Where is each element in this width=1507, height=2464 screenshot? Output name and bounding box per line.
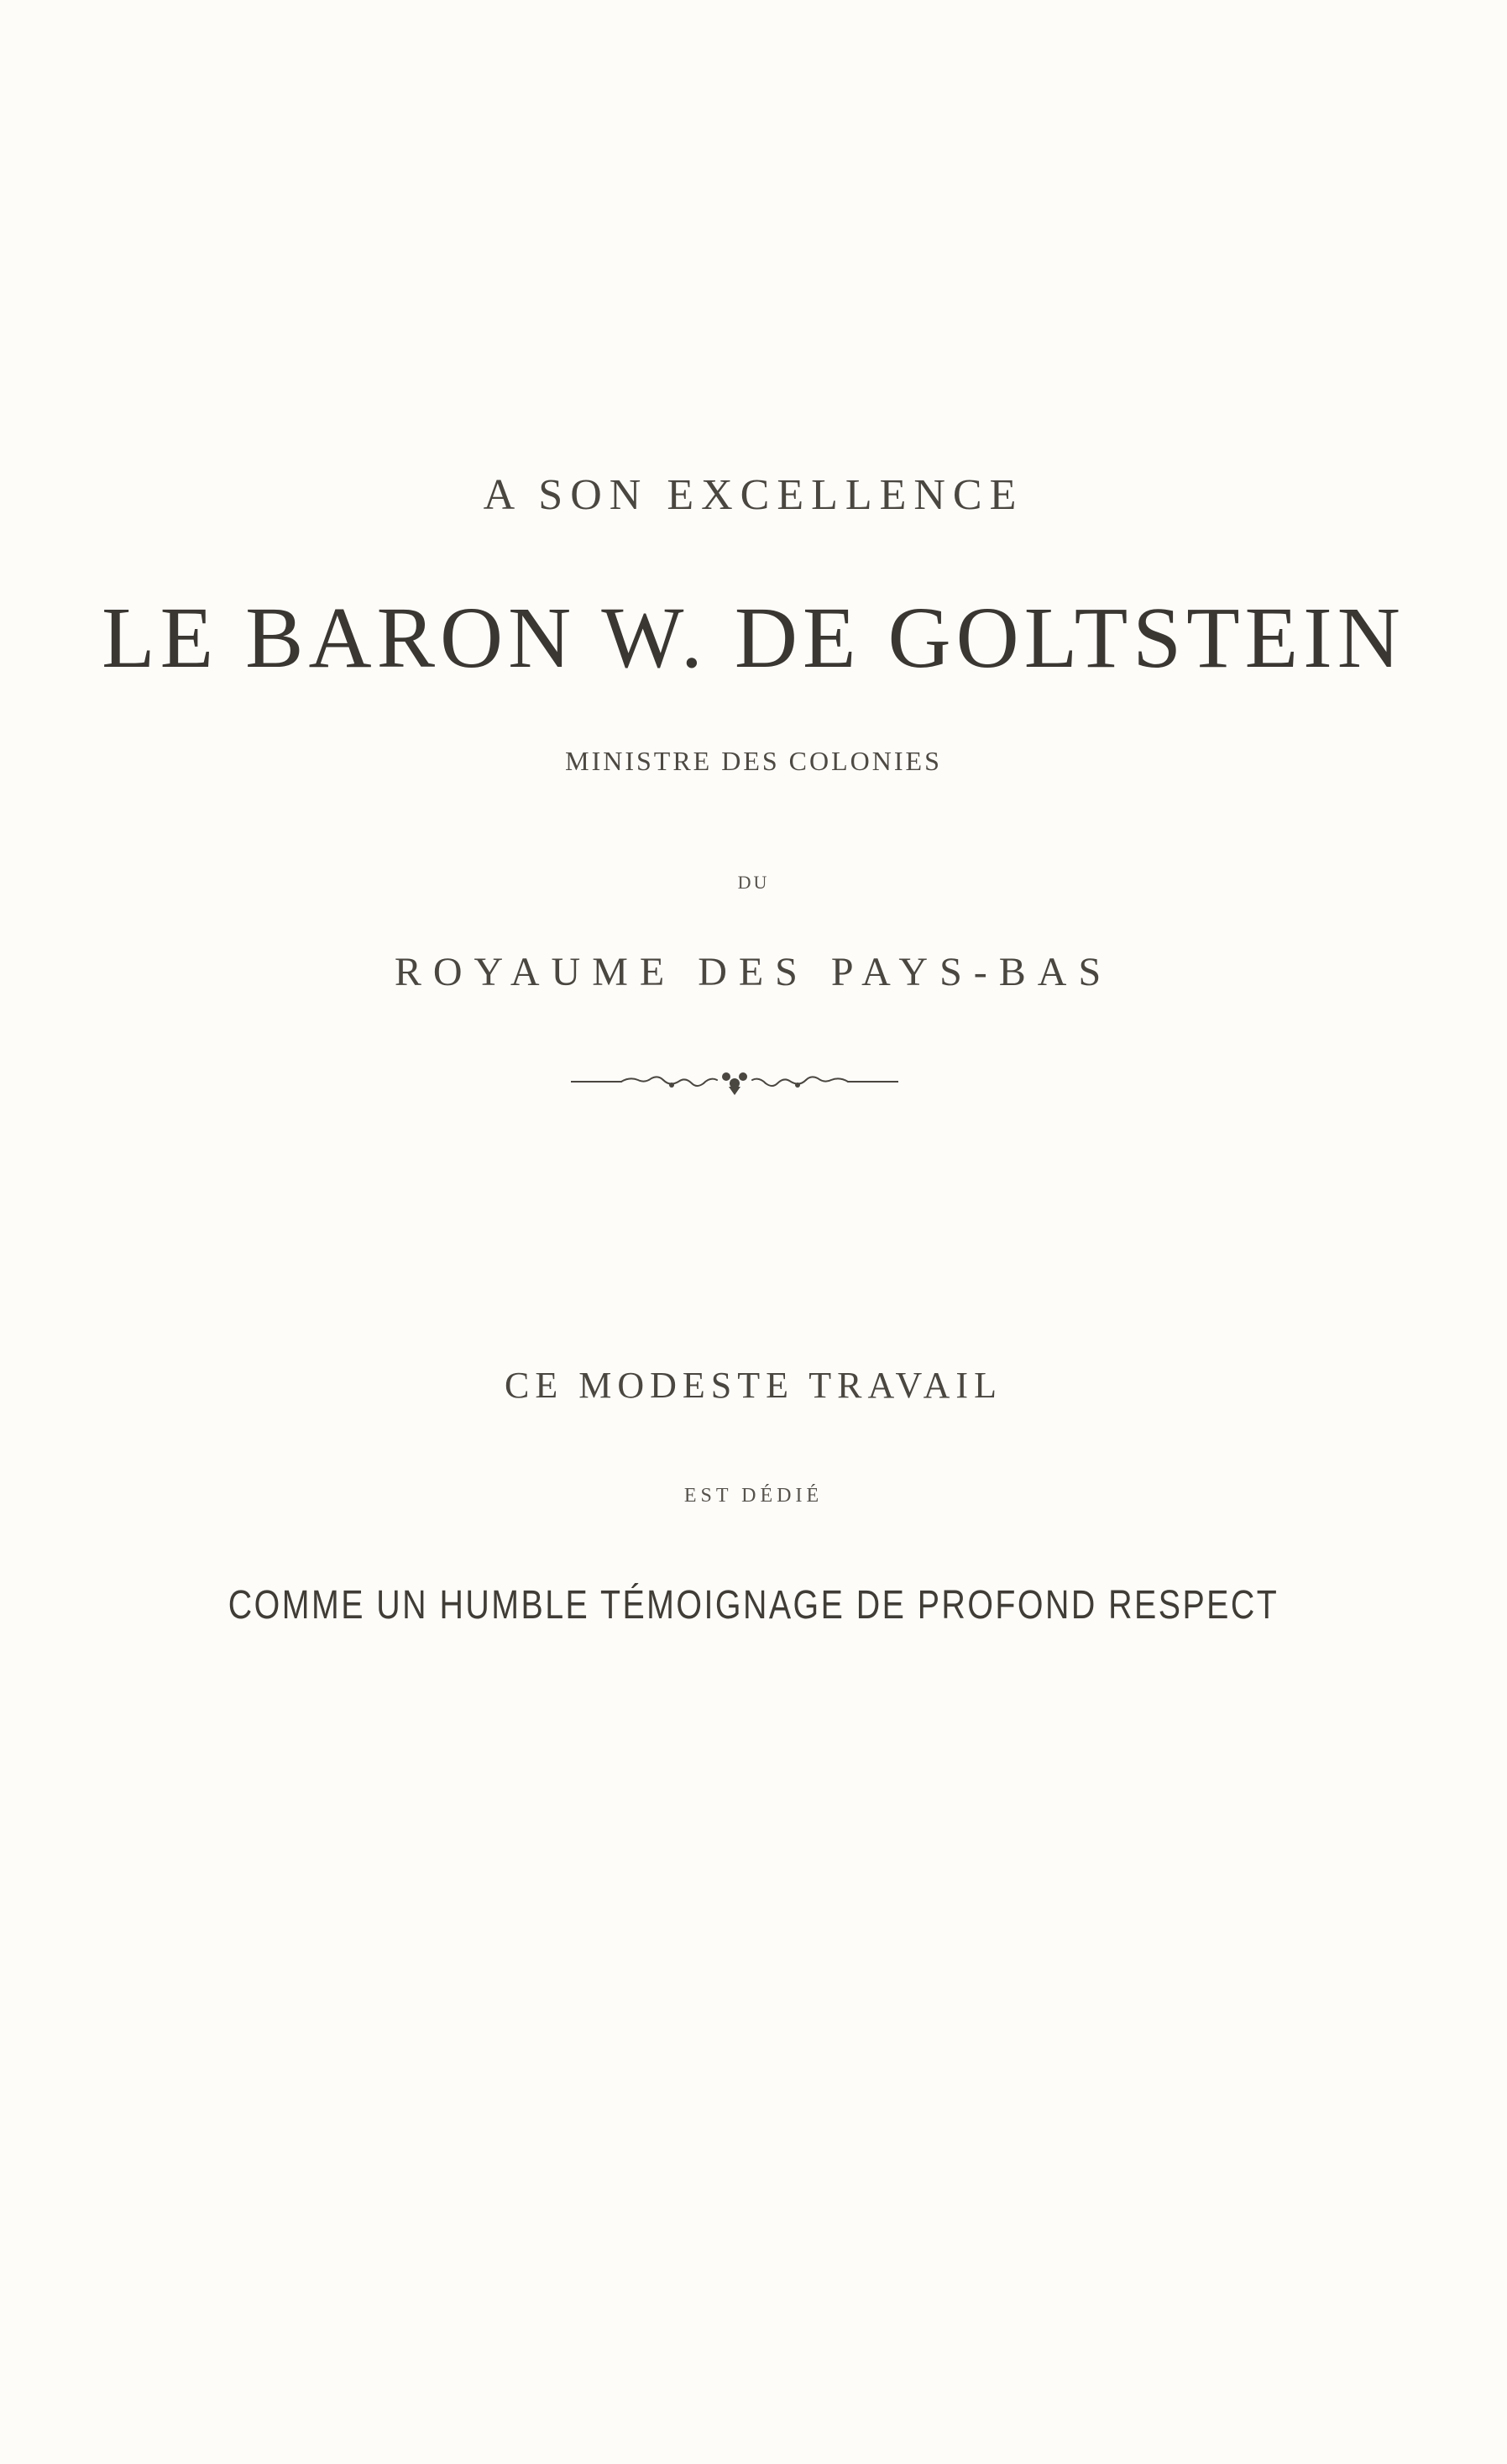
minister-title: MINISTRE DES COLONIES — [565, 746, 942, 776]
salutation-line: A SON EXCELLENCE — [483, 471, 1024, 519]
flourish-divider-icon — [571, 1065, 898, 1098]
work-line: CE MODESTE TRAVAIL — [505, 1365, 1002, 1406]
tribute-line: COMME UN HUMBLE TÉMOIGNAGE DE PROFOND RESPECT — [228, 1583, 1279, 1628]
kingdom-line: ROYAUME DES PAYS-BAS — [394, 950, 1113, 994]
dedicated-line: EST DÉDIÉ — [683, 1485, 824, 1507]
preposition-du: DU — [737, 872, 770, 893]
dedicatee-name: LE BARON W. DE GOLTSTEIN — [102, 590, 1405, 686]
